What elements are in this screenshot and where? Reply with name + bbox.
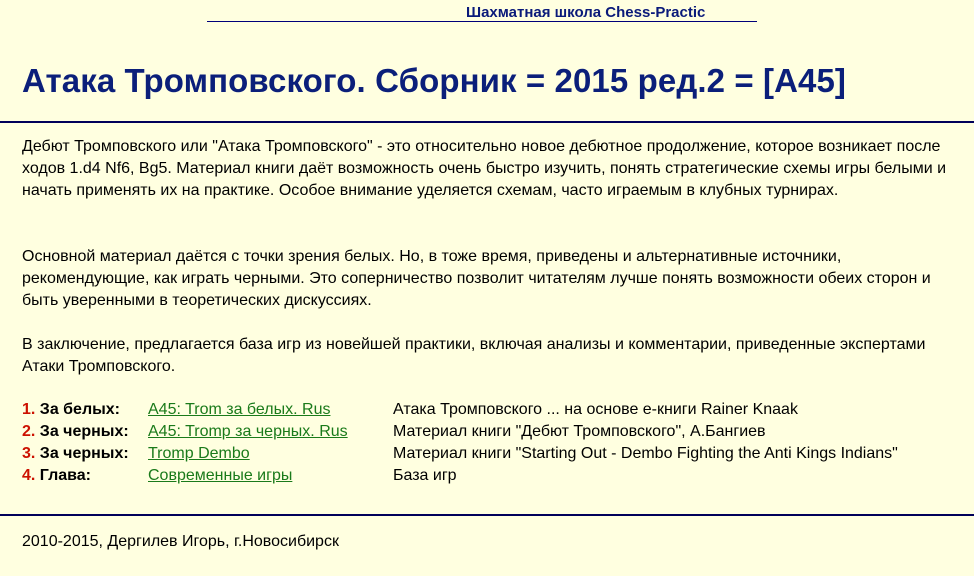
row-link-cell bbox=[148, 465, 393, 487]
row-label-cell bbox=[22, 443, 148, 465]
game-link-white[interactable]: A45: Trom за белых. Rus bbox=[148, 401, 331, 418]
row-description: Материал книги "Starting Out - Dembo Fighting the Anti Kings Indians" bbox=[393, 445, 898, 462]
row-number: 2. bbox=[22, 423, 36, 440]
row-label-cell bbox=[22, 421, 148, 443]
conclusion-paragraph: В заключение, предлагается база игр из новейшей практики, включая анализы и комментарии, приведенные экспертами Атаки Тромповского. bbox=[22, 336, 926, 375]
links-table bbox=[22, 399, 898, 487]
main-material-paragraph: Основной материал даётся с точки зрения белых. Но, в тоже время, приведены и альтернативные источники, рекомендующие, как играть черными. Это соперничество позволит читателям лучше понять возможности обеих сторон и быть уверенными в теоретических дискуссиях. bbox=[22, 248, 931, 309]
row-label: Глава: bbox=[39, 467, 91, 484]
page-title: Атака Тромповского. Сборник = 2015 ред.2 = [А45] bbox=[22, 62, 847, 99]
row-description: База игр bbox=[393, 467, 457, 484]
row-description: Материал книги "Дебют Тромповского", А.Бангиев bbox=[393, 423, 766, 440]
row-link-cell bbox=[148, 421, 393, 443]
school-link[interactable]: Шахматная школа Chess-Practic bbox=[466, 4, 706, 21]
game-link-dembo[interactable]: Tromp Dembo bbox=[148, 445, 250, 462]
footer-copyright: 2010-2015, Дергилев Игорь, г.Новосибирск bbox=[22, 533, 339, 550]
game-link-modern[interactable]: Современные игры bbox=[148, 467, 293, 484]
link-row bbox=[22, 421, 898, 443]
row-number: 1. bbox=[22, 401, 36, 418]
row-label: За белых: bbox=[39, 401, 120, 418]
divider-bottom bbox=[0, 514, 974, 516]
game-link-black[interactable]: A45: Tromp за черных. Rus bbox=[148, 423, 348, 440]
row-link-cell bbox=[148, 399, 393, 421]
header-rule bbox=[207, 21, 757, 22]
row-label-cell bbox=[22, 399, 148, 421]
row-description: Атака Тромповского ... на основе е-книги Rainer Knaak bbox=[393, 401, 798, 418]
row-number: 4. bbox=[22, 467, 36, 484]
link-row bbox=[22, 399, 898, 421]
divider-top bbox=[0, 121, 974, 123]
row-label-cell bbox=[22, 465, 148, 487]
link-row bbox=[22, 465, 898, 487]
intro-paragraph: Дебют Тромповского или "Атака Тромповского" - это относительно новое дебютное продолжение, которое возникает после ходов 1.d4 Nf6, Bg5. Материал книги даёт возможность очень быстро изучить, понять стратегические схемы игры белыми и начать применять их на практике. Особое внимание уделяется схемам, часто играемым в клубных турнирах. bbox=[22, 138, 947, 199]
row-link-cell bbox=[148, 443, 393, 465]
row-label: За черных: bbox=[39, 423, 129, 440]
row-number: 3. bbox=[22, 445, 36, 462]
link-row bbox=[22, 443, 898, 465]
row-label: За черных: bbox=[39, 445, 129, 462]
